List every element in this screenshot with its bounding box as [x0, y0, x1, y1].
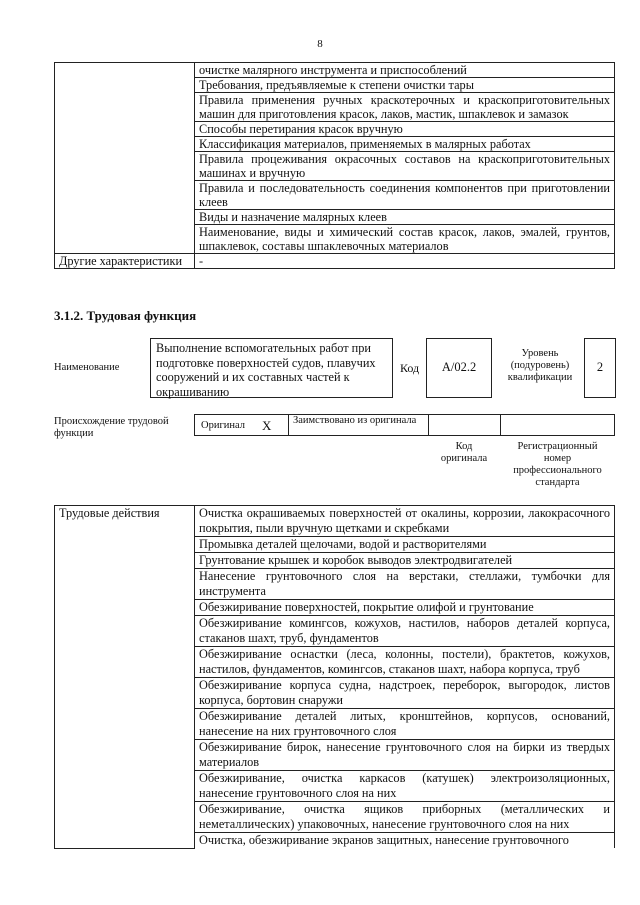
labor-action-row: Грунтование крышек и коробок выводов электродвигателей: [195, 553, 615, 569]
origin-row: [194, 414, 615, 436]
origin-label: Происхождение трудовой функции: [54, 416, 169, 439]
knowledge-row: Правила процеживания окрасочных составов на краскоприготовительных машинах и вручную: [195, 152, 615, 181]
knowledge-row: очистке малярного инструмента и приспособлений: [195, 63, 615, 78]
knowledge-row: Правила и последовательность соединения компонентов при приготовлении клеев: [195, 181, 615, 210]
section-title: 3.1.2. Трудовая функция: [54, 308, 197, 323]
labor-actions-label: Трудовые действия: [55, 506, 195, 849]
labor-action-row: Обезжиривание, очистка каркасов (катушек) электроизоляционных, нанесение грунтовочного слоя на них: [195, 771, 615, 802]
knowledge-row: Способы перетирания красок вручную: [195, 122, 615, 137]
knowledge-row: Наименование, виды и химический состав красок, лаков, эмалей, грунтов, шпаклевок, составы шпаклевочных материалов: [195, 225, 615, 254]
other-characteristics-value: -: [195, 254, 615, 269]
origin-code-caption: Код оригинала: [440, 441, 488, 464]
origin-divider: [288, 414, 289, 436]
knowledge-row: Правила применения ручных краскотерочных и краскоприготовительных машин для приготовления красок, лаков, мастик, шпаклевок и замазок: [195, 93, 615, 122]
function-code-box: А/02.2: [426, 338, 492, 398]
original-label: Оригинал: [201, 420, 245, 431]
labor-action-row: Обезжиривание деталей литых, кронштейнов, корпусов, оснований, нанесение на них грунтовочного слоя: [195, 709, 615, 740]
knowledge-row: Классификация материалов, применяемых в малярных работах: [195, 137, 615, 152]
labor-action-row: Обезжиривание комингсов, кожухов, настилов, наборов деталей корпуса, стаканов шахт, труб, фундаментов: [195, 616, 615, 647]
labor-action-row: Промывка деталей щелочами, водой и растворителями: [195, 537, 615, 553]
qualification-level-label: Уровень (подуровень) квалификации: [507, 348, 573, 383]
empty-label-cell: [55, 63, 195, 254]
registration-number-caption: Регистрационный номер профессионального стандарта: [513, 441, 602, 488]
code-label: Код: [400, 361, 420, 375]
origin-divider: [428, 414, 429, 436]
labor-action-row: Очистка окрашиваемых поверхностей от окалины, коррозии, лакокрасочного покрытия, пыли вручную щетками и скребками: [195, 506, 615, 537]
labor-action-row: Нанесение грунтовочного слоя на верстаки, стеллажи, тумбочки для инструмента: [195, 569, 615, 600]
labor-action-row: Очистка, обезжиривание экранов защитных, нанесение грунтовочного: [195, 833, 615, 849]
function-name-box: Выполнение вспомогательных работ при подготовке поверхностей судов, плавучих сооружений и их составных частей к окрашиванию: [150, 338, 393, 398]
labor-actions-table: [54, 505, 615, 849]
borrowed-label: Заимствовано из оригинала: [293, 415, 417, 426]
knowledge-row: Требования, предъявляемые к степени очистки тары: [195, 78, 615, 93]
labor-action-row: Обезжиривание бирок, нанесение грунтовочного слоя на бирки из твердых материалов: [195, 740, 615, 771]
qualification-level-box: 2: [584, 338, 616, 398]
origin-divider: [500, 414, 501, 436]
page-number: 8: [317, 38, 323, 50]
labor-action-row: Обезжиривание оснастки (леса, колонны, постели), брактетов, кожухов, настилов, фундаментов, комингсов, стаканов шахт, набора корпуса, труб: [195, 647, 615, 678]
knowledge-continuation-table: [54, 62, 615, 269]
other-characteristics-label: Другие характеристики: [55, 254, 195, 269]
name-label: Наименование: [54, 362, 120, 373]
original-mark: X: [262, 418, 272, 433]
labor-action-row: Обезжиривание поверхностей, покрытие олифой и грунтование: [195, 600, 615, 616]
labor-action-row: Обезжиривание, очистка ящиков приборных (металлических и неметаллических) упаковочных, нанесение грунтовочного слоя на них: [195, 802, 615, 833]
knowledge-row: Виды и назначение малярных клеев: [195, 210, 615, 225]
labor-action-row: Обезжиривание корпуса судна, надстроек, переборок, выгородок, листов корпуса, бортовин снаружи: [195, 678, 615, 709]
